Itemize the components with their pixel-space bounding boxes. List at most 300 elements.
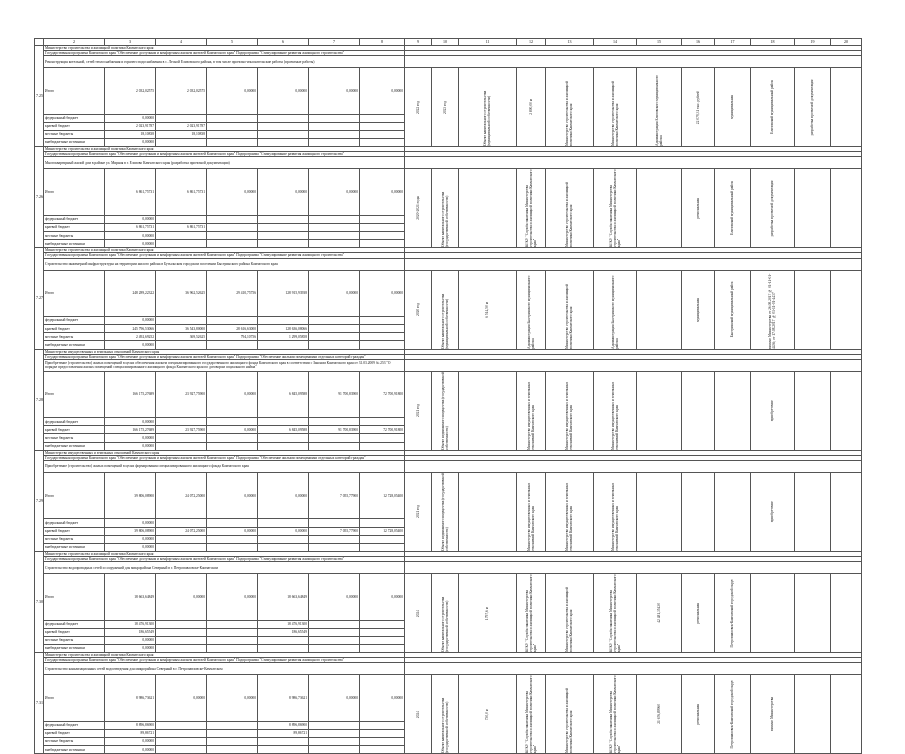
funding-source-label: федеральный бюджет [44, 114, 105, 122]
vertical-attribute-text: Министерство имущественных и земельных отношений Камчатского края [565, 482, 574, 551]
amount-cell: 29 410,75756 [207, 270, 258, 316]
column-number: 10 [432, 39, 459, 46]
section-header-text: Многоквартирный жилой дом в районе ул. Мирная в г. Елизово Камчатского края (разработка проектной документации) [44, 157, 405, 169]
vertical-text-wrap [595, 675, 635, 753]
amount-cell: 0,00000 [207, 472, 258, 518]
vertical-text-wrap [547, 473, 592, 551]
amount-cell: 0,00000 [105, 746, 156, 754]
vertical-text-wrap [683, 298, 713, 322]
amount-cell [156, 139, 207, 147]
funding-source-label: федеральный бюджет [44, 418, 105, 426]
vertical-attribute-text: КГКУ "Служба заказчика Министерства строительства и жилищной политики Камчатского края" [608, 675, 622, 754]
vertical-attribute-text: 2024 [415, 710, 420, 718]
vertical-attribute-text: Министерство строительства и жилищной политики Камчатского края [565, 688, 574, 754]
funding-source-label: краевой бюджет [44, 223, 105, 231]
vertical-attribute-text: разработка проектной документации [770, 180, 775, 237]
section-header-row [35, 258, 862, 270]
attribute-cell [715, 371, 751, 450]
amount-cell: 0,00000 [360, 270, 405, 316]
amount-cell [258, 240, 309, 248]
vertical-text-wrap [406, 711, 430, 718]
attribute-cell [751, 68, 795, 147]
section-header-filler [405, 562, 862, 574]
attribute-cell [459, 68, 517, 147]
amount-cell [258, 232, 309, 240]
column-number [35, 39, 44, 46]
attribute-cell [459, 270, 517, 349]
amount-cell [156, 215, 207, 223]
amount-cell [258, 543, 309, 551]
funding-source-label: федеральный бюджет [44, 317, 105, 325]
amount-cell: 39 806,08900 [105, 527, 156, 535]
amount-cell: 0,00000 [360, 675, 405, 721]
attribute-cell [517, 675, 546, 754]
vertical-attribute-text: Министерство строительства и жилищной политики Камчатского края [565, 283, 574, 349]
amount-cell [207, 644, 258, 652]
amount-cell [156, 317, 207, 325]
section-header-filler [405, 460, 862, 472]
amount-cell: 0,00000 [258, 472, 309, 518]
row-number: 7.28 [35, 349, 44, 450]
amount-cell [258, 418, 309, 426]
amount-cell: 18 663,64849 [258, 574, 309, 620]
attribute-cell [546, 472, 594, 551]
attribute-cell [751, 270, 795, 349]
vertical-attribute-text: муниципальная [730, 95, 735, 120]
amount-cell: 8 986,73621 [258, 675, 309, 721]
attribute-cell [637, 472, 682, 551]
vertical-text-wrap [638, 603, 680, 623]
amount-cell [207, 442, 258, 450]
amount-cell: 0,00000 [105, 434, 156, 442]
amount-cell: 2 032,02575 [156, 68, 207, 114]
vertical-text-wrap [716, 680, 749, 748]
column-number: 3 [105, 39, 156, 46]
vertical-text-wrap [752, 271, 793, 349]
column-number: 8 [360, 39, 405, 46]
amount-cell [156, 543, 207, 551]
vertical-attribute-text: Министерство строительства и жилищной политики Камчатского края [565, 587, 574, 653]
funding-source-label: местные бюджеты [44, 636, 105, 644]
funding-source-label: Итого [44, 472, 105, 518]
attribute-cell [594, 270, 637, 349]
vertical-attribute-text: КГКУ "Служба заказчика Министерства строительства и жилищной политики Камчатского края" [524, 675, 538, 754]
amount-cell [309, 232, 360, 240]
vertical-text-wrap [460, 302, 515, 318]
section-header-filler [405, 359, 862, 371]
vertical-text-wrap [518, 675, 544, 753]
attribute-cell [751, 675, 795, 754]
column-number: 20 [831, 39, 862, 46]
amount-cell: 0,00000 [105, 418, 156, 426]
amount-cell: 72 700,91800 [360, 426, 405, 434]
attribute-cell [795, 675, 831, 754]
amount-cell [258, 519, 309, 527]
amount-cell: 369,52625 [156, 333, 207, 341]
vertical-text-wrap [716, 181, 749, 235]
amount-cell: 8 896,86900 [105, 721, 156, 729]
amount-cell [207, 434, 258, 442]
attribute-cell [405, 270, 432, 349]
amount-cell: 2 023,91787 [105, 122, 156, 130]
section-header-text: Министерство имущественных и земельных отношений Камчатского края [44, 349, 405, 354]
column-number: 19 [795, 39, 831, 46]
amount-cell: 91 700,83900 [309, 426, 360, 434]
amount-cell: 0,00000 [105, 114, 156, 122]
funding-source-label: местные бюджеты [44, 738, 105, 746]
column-number: 18 [751, 39, 795, 46]
amount-cell: 39 806,08900 [105, 472, 156, 518]
amount-cell [309, 341, 360, 349]
vertical-text-wrap [518, 473, 544, 551]
vertical-attribute-text: Министерство имущественных и земельных отношений Камчатского края [526, 381, 535, 450]
vertical-attribute-text: Министерство строительства и жилищной политики Камчатского края [610, 81, 619, 147]
funding-source-label: краевой бюджет [44, 325, 105, 333]
amount-cell [258, 114, 309, 122]
section-header-row [35, 56, 862, 68]
vertical-text-wrap [406, 610, 430, 617]
section-header-row [35, 157, 862, 169]
funding-source-label: местные бюджеты [44, 130, 105, 138]
funding-source-label: внебюджетные источники [44, 644, 105, 652]
amount-cell [309, 644, 360, 652]
vertical-text-wrap [433, 473, 457, 551]
amount-cell [309, 519, 360, 527]
amount-cell: 6 861,75731 [156, 223, 207, 231]
amount-cell: 0,00000 [258, 68, 309, 114]
amount-cell [207, 223, 258, 231]
vertical-attribute-text: Объект недвижимого имущества (государственной собственности) [440, 371, 449, 450]
amount-cell [207, 114, 258, 122]
funding-source-label: внебюджетные источники [44, 543, 105, 551]
amount-cell [309, 721, 360, 729]
amount-cell: 0,00000 [105, 232, 156, 240]
vertical-attribute-text: приобретение [770, 501, 775, 523]
attribute-cell [795, 371, 831, 450]
funding-source-label: внебюджетные источники [44, 240, 105, 248]
document-sheet [34, 38, 861, 754]
section-header-text: Министерство строительства и жилищной политики Камчатского края [44, 147, 405, 152]
amount-cell [207, 139, 258, 147]
amount-cell [360, 721, 405, 729]
vertical-text-wrap [406, 505, 430, 518]
section-header-text: Строительство инженерной инфраструктуры на территории жилого района в Бутыльском городском поселении Быстринского района Камчатского края [44, 258, 405, 270]
section-header-text: Министерство строительства и жилищной политики Камчатского края [44, 248, 405, 253]
attribute-cell [715, 574, 751, 653]
amount-cell [309, 442, 360, 450]
attribute-cell [459, 574, 517, 653]
vertical-attribute-text: Министерство имущественных и земельных отношений Камчатского края [610, 482, 619, 551]
attribute-cell [432, 68, 459, 147]
amount-cell [309, 333, 360, 341]
attribute-cell [517, 574, 546, 653]
attribute-cell [637, 169, 682, 248]
section-header-text: Строительство водопроводных сетей и сооружений для микрорайона Северный в г. Петропавловске-Камчатском [44, 562, 405, 574]
vertical-text-wrap [638, 704, 680, 724]
amount-cell: 0,00000 [207, 371, 258, 417]
attribute-cell [637, 675, 682, 754]
amount-cell [309, 620, 360, 628]
vertical-text-wrap [752, 501, 793, 522]
vertical-attribute-text: Объект недвижимого имущества (государственной собственности) [440, 472, 449, 551]
row-number: 7.25 [35, 46, 44, 147]
amount-cell: 0,00000 [105, 636, 156, 644]
amount-cell: 128 915,93938 [258, 270, 309, 316]
vertical-text-wrap [547, 675, 592, 753]
amount-cell: 0,00000 [207, 574, 258, 620]
funding-source-label: федеральный бюджет [44, 215, 105, 223]
amount-cell: 0,00000 [309, 574, 360, 620]
attribute-cell [517, 68, 546, 147]
amount-cell: 12 728,05400 [360, 472, 405, 518]
attribute-cell [405, 574, 432, 653]
amount-cell [258, 434, 309, 442]
amount-cell [360, 418, 405, 426]
attribute-cell [715, 270, 751, 349]
attribute-cell [546, 371, 594, 450]
vertical-attribute-text: 6 514,50 м [485, 301, 490, 318]
amount-cell: 8 986,73621 [105, 675, 156, 721]
amount-cell [360, 130, 405, 138]
vertical-text-wrap [547, 169, 592, 247]
amount-cell: 248 289,22322 [105, 270, 156, 316]
vertical-text-wrap [460, 709, 515, 720]
vertical-text-wrap [683, 91, 713, 124]
attribute-cell [594, 675, 637, 754]
vertical-attribute-text: Елизовский муниципальный район [770, 80, 775, 135]
section-header-text: Государственная программа Камчатского края "Обеспечение доступным и комфортным жильем жителей Камчатского края" Подпрограмма "Стимулирование развития жилищного строительства" [44, 51, 405, 56]
amount-cell: 2 032,02575 [105, 68, 156, 114]
funding-row [35, 270, 862, 316]
attribute-cell [715, 68, 751, 147]
amount-cell: 0,00000 [105, 215, 156, 223]
attribute-cell [432, 371, 459, 450]
attribute-cell [432, 169, 459, 248]
funding-source-label: краевой бюджет [44, 122, 105, 130]
amount-cell [309, 535, 360, 543]
amount-cell: 23 927,75900 [156, 371, 207, 417]
attribute-cell [432, 472, 459, 551]
amount-cell [258, 442, 309, 450]
vertical-attribute-text: Объект капитального строительства (муниципальной собственности) [440, 293, 449, 349]
amount-cell: 0,00000 [258, 527, 309, 535]
vertical-attribute-text: КГКУ "Служба заказчика Министерства строительства и жилищной политики Камчатского края" [524, 169, 538, 248]
funding-source-label: местные бюджеты [44, 232, 105, 240]
amount-cell [360, 746, 405, 754]
attribute-cell [682, 270, 715, 349]
amount-cell [207, 535, 258, 543]
vertical-attribute-text: 42 481,35430 [656, 603, 661, 623]
column-number: 2 [44, 39, 105, 46]
vertical-attribute-text: муниципальная [695, 297, 700, 322]
attribute-cell [546, 169, 594, 248]
funding-source-label: краевой бюджет [44, 426, 105, 434]
amount-cell [309, 130, 360, 138]
amount-cell: 0,00000 [105, 442, 156, 450]
attribute-cell [637, 270, 682, 349]
amount-cell [360, 535, 405, 543]
vertical-attribute-text: КГКУ "Служба заказчика Министерства строительства и жилищной политики Камчатского края" [608, 169, 622, 248]
funding-source-label: Итого [44, 371, 105, 417]
vertical-text-wrap [595, 574, 635, 652]
vertical-text-wrap [406, 404, 430, 417]
column-number: 7 [309, 39, 360, 46]
funding-source-label: внебюджетные источники [44, 341, 105, 349]
amount-cell [156, 519, 207, 527]
vertical-attribute-text: Администрация Быстринского муниципального района [610, 275, 619, 349]
attribute-cell [637, 574, 682, 653]
vertical-attribute-text: Администрация Быстринского муниципального района [526, 275, 535, 349]
amount-cell [360, 620, 405, 628]
attribute-cell [795, 574, 831, 653]
amount-cell: 0,00000 [258, 169, 309, 215]
funding-source-label: краевой бюджет [44, 527, 105, 535]
funding-source-label: Итого [44, 574, 105, 620]
amount-cell: 7 055,77900 [309, 527, 360, 535]
vertical-attribute-text: Елизовский муниципальный район [730, 181, 735, 236]
amount-cell: 0,00000 [207, 675, 258, 721]
amount-cell: 0,00000 [309, 169, 360, 215]
vertical-attribute-text: 22 079,31 тыс. рублей [695, 90, 700, 124]
amount-cell [156, 114, 207, 122]
amount-cell [309, 729, 360, 737]
amount-cell: 186,65549 [258, 628, 309, 636]
funding-source-label: Итого [44, 675, 105, 721]
section-header-text: Реконструкция котельной, сетей теплоснабжения и горячего водоснабжения в с. Лесной Елизовского района, в том числе проектно-изыскательские работы (проектные работы) [44, 56, 405, 68]
attribute-cell [459, 169, 517, 248]
section-header-filler [405, 258, 862, 270]
amount-cell [207, 240, 258, 248]
amount-cell [309, 434, 360, 442]
funding-source-label: краевой бюджет [44, 729, 105, 737]
funding-source-label: местные бюджеты [44, 333, 105, 341]
vertical-attribute-text: Министерство имущественных и земельных отношений Камчатского края [610, 381, 619, 450]
vertical-text-wrap [518, 271, 544, 349]
amount-cell [207, 628, 258, 636]
amount-cell [309, 139, 360, 147]
amount-cell [207, 317, 258, 325]
amount-cell: 0,00000 [360, 169, 405, 215]
funding-source-label: Итого [44, 68, 105, 114]
attribute-cell [594, 169, 637, 248]
funding-source-label: местные бюджеты [44, 434, 105, 442]
attribute-cell [682, 574, 715, 653]
column-number: 6 [258, 39, 309, 46]
amount-cell [156, 418, 207, 426]
vertical-text-wrap [547, 271, 592, 349]
amount-cell: 166 175,27689 [105, 371, 156, 417]
attribute-cell [546, 68, 594, 147]
amount-cell: 6 861,75731 [156, 169, 207, 215]
column-number-row [35, 39, 862, 46]
vertical-text-wrap [595, 372, 635, 450]
funding-source-label: федеральный бюджет [44, 519, 105, 527]
attribute-cell [682, 169, 715, 248]
amount-cell [156, 729, 207, 737]
amount-cell [258, 139, 309, 147]
attribute-cell [831, 169, 862, 248]
vertical-text-wrap [433, 675, 457, 753]
attribute-cell [546, 675, 594, 754]
section-header-text: Государственная программа Камчатского края "Обеспечение доступным и комфортным жильем жителей Камчатского края" Подпрограмма "Стимулирование развития жилищного строительства" [44, 557, 405, 562]
amount-cell [156, 442, 207, 450]
amount-cell: 24 072,25000 [156, 472, 207, 518]
amount-cell [258, 746, 309, 754]
vertical-text-wrap [595, 271, 635, 349]
amount-cell: 2 492,69252 [105, 333, 156, 341]
attribute-cell [594, 574, 637, 653]
amount-cell [360, 434, 405, 442]
row-number: 7.29 [35, 450, 44, 551]
vertical-text-wrap [406, 303, 430, 316]
vertical-text-wrap [716, 579, 749, 647]
attribute-cell [637, 371, 682, 450]
amount-cell [258, 535, 309, 543]
amount-cell [360, 729, 405, 737]
attribute-cell [546, 574, 594, 653]
attribute-cell [831, 675, 862, 754]
vertical-text-wrap [683, 198, 713, 219]
attribute-cell [432, 675, 459, 754]
amount-cell: 18,10838 [105, 130, 156, 138]
vertical-text-wrap [716, 95, 749, 119]
row-number: 7.30 [35, 551, 44, 652]
amount-cell [207, 729, 258, 737]
amount-cell [360, 325, 405, 333]
vertical-text-wrap [433, 271, 457, 349]
vertical-attribute-text: 2023 год [442, 100, 447, 114]
amount-cell: 0,00000 [360, 68, 405, 114]
amount-cell [258, 636, 309, 644]
funding-row [35, 68, 862, 114]
attribute-cell [715, 472, 751, 551]
vertical-attribute-text: Министерство строительства и жилищной политики Камчатского края [565, 81, 574, 147]
section-header-row [35, 359, 862, 371]
attribute-cell [831, 270, 862, 349]
attribute-cell [682, 675, 715, 754]
amount-cell [207, 215, 258, 223]
vertical-text-wrap [595, 473, 635, 551]
amount-cell: 18 663,64849 [105, 574, 156, 620]
section-header-text: Государственная программа Камчатского края "Обеспечение доступным и комфортным жильем жителей Камчатского края" Подпрограмма "Обеспечение жилыми помещениями отдельных категорий граждан" [44, 455, 405, 460]
amount-cell [360, 636, 405, 644]
amount-cell: 0,00000 [105, 543, 156, 551]
amount-cell: 18 476,91300 [105, 620, 156, 628]
funding-source-label: федеральный бюджет [44, 721, 105, 729]
vertical-text-wrap [683, 704, 713, 725]
amount-cell [156, 341, 207, 349]
vertical-attribute-text: письмо Министерства [770, 697, 775, 732]
amount-cell [309, 114, 360, 122]
section-header-row [35, 663, 862, 675]
vertical-attribute-text: Министерство имущественных и земельных отношений Камчатского края [526, 482, 535, 551]
amount-cell [360, 139, 405, 147]
amount-cell [207, 232, 258, 240]
amount-cell [207, 620, 258, 628]
amount-cell [207, 130, 258, 138]
amount-cell [258, 738, 309, 746]
attribute-cell [682, 68, 715, 147]
amount-cell [309, 543, 360, 551]
vertical-attribute-text: Министерство имущественных и земельных отношений Камчатского края [565, 381, 574, 450]
amount-cell: 0,00000 [105, 240, 156, 248]
attribute-cell [432, 574, 459, 653]
column-number: 4 [156, 39, 207, 46]
section-header-text: Министерство строительства и жилищной политики Камчатского края [44, 653, 405, 658]
attribute-cell [715, 675, 751, 754]
amount-cell [360, 317, 405, 325]
amount-cell [309, 215, 360, 223]
